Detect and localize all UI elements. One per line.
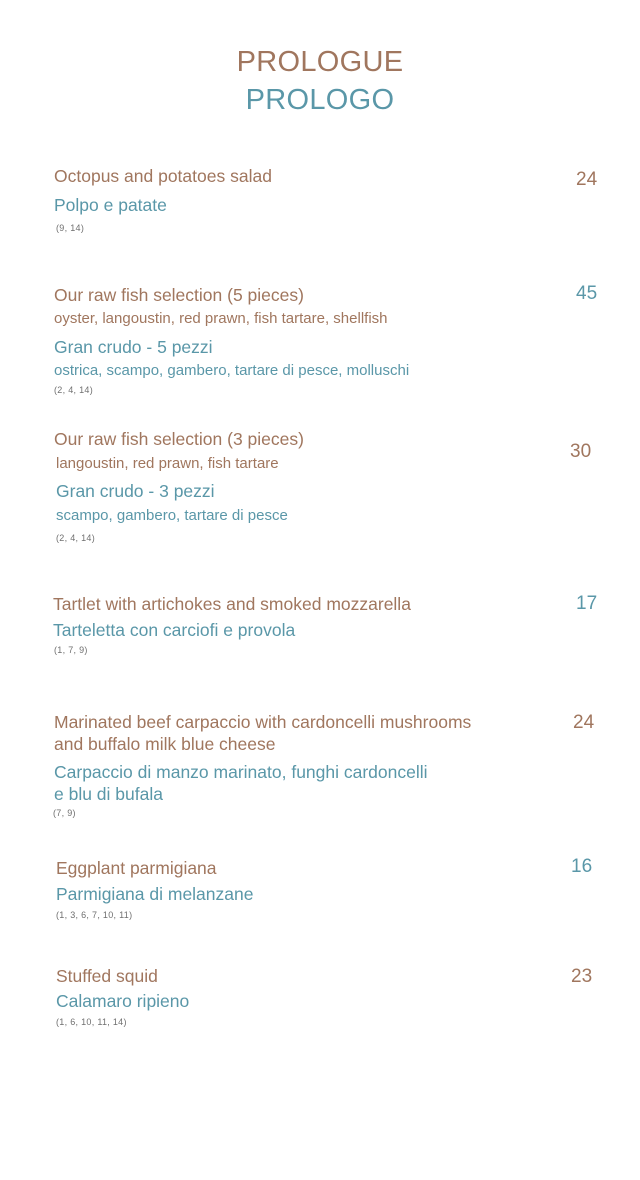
dish-price: 24 <box>573 712 595 733</box>
dish-price: 24 <box>576 169 598 190</box>
dish-name-italian: Polpo e patate <box>54 195 167 215</box>
allergen-codes: (1, 3, 6, 7, 10, 11) <box>56 910 133 920</box>
section-title-english: PROLOGUE <box>236 46 404 78</box>
dish-name-english: Tartlet with artichokes and smoked mozzarella <box>53 594 411 614</box>
dish-name-english-line-2: and buffalo milk blue cheese <box>54 734 276 754</box>
dish-name-italian-line-2: e blu di bufala <box>54 784 163 804</box>
dish-name-english: Eggplant parmigiana <box>56 858 217 878</box>
dish-name-italian: Calamaro ripieno <box>56 991 190 1011</box>
allergen-codes: (2, 4, 14) <box>56 533 96 543</box>
section-title-italian: PROLOGO <box>245 84 395 116</box>
dish-description-italian: scampo, gambero, tartare di pesce <box>56 507 288 524</box>
allergen-codes: (1, 6, 10, 11, 14) <box>56 1017 127 1027</box>
dish-description-english: oyster, langoustin, red prawn, fish tartare, shellfish <box>54 310 388 327</box>
dish-name-italian: Gran crudo - 3 pezzi <box>56 481 215 501</box>
dish-name-english: Our raw fish selection (3 pieces) <box>54 429 304 449</box>
dish-price: 16 <box>571 856 593 877</box>
dish-name-english-line-1: Marinated beef carpaccio with cardoncelli mushrooms <box>54 712 472 732</box>
dish-price: 30 <box>570 441 592 462</box>
dish-description-english: langoustin, red prawn, fish tartare <box>56 455 279 472</box>
allergen-codes: (1, 7, 9) <box>54 645 88 655</box>
allergen-codes: (2, 4, 14) <box>54 385 94 395</box>
dish-name-italian: Tarteletta con carciofi e provola <box>53 620 296 640</box>
dish-name-italian: Gran crudo - 5 pezzi <box>54 337 213 357</box>
dish-price: 23 <box>571 966 593 987</box>
dish-description-italian: ostrica, scampo, gambero, tartare di pesce, molluschi <box>54 362 410 379</box>
dish-name-english: Stuffed squid <box>56 966 158 986</box>
dish-name-english: Our raw fish selection (5 pieces) <box>54 285 304 305</box>
dish-price: 17 <box>576 593 598 614</box>
allergen-codes: (7, 9) <box>53 808 76 818</box>
dish-price: 45 <box>576 283 598 304</box>
allergen-codes: (9, 14) <box>56 223 85 233</box>
dish-name-italian-line-1: Carpaccio di manzo marinato, funghi cardoncelli <box>54 762 428 782</box>
dish-name-english: Octopus and potatoes salad <box>54 166 272 186</box>
dish-name-italian: Parmigiana di melanzane <box>56 884 254 904</box>
